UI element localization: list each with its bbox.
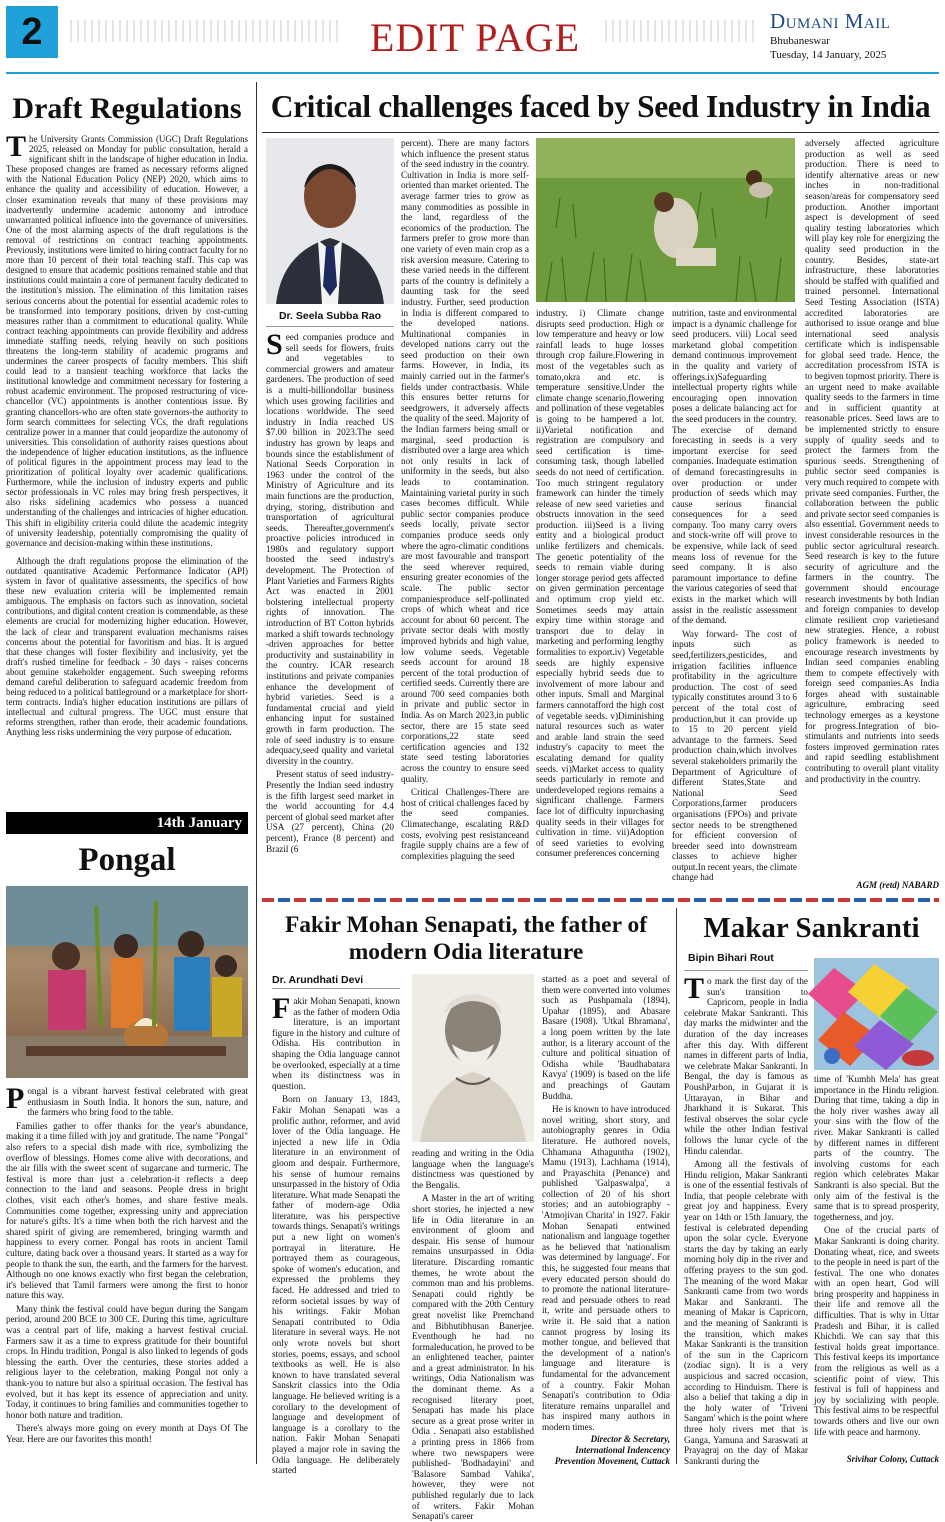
issue-date: Tuesday, 14 January, 2025 — [770, 49, 887, 61]
seed-col5-para: adversely affected agriculture production as well as seed production. There is need to identify alternative areas or new inches in non-traditional season/areas for compensatory seed production. Another important aspect is development of seed quality testing laboratories which will play key role for energizing the quality seed production in the country. Besides, state-art infrastructure, these laboratories should be staffed with qualified and trained personnel. International Seed Testing Association (ISTA) accredited laboratories are authorised to issue orange and blue international seed analysis certificate which is indispensable for global seed trade. Hence, the accreditation processfrom ISTA is to begiven topmost priority. There is an urgent need to make available quality seeds to the farmers in time and in sufficient quantity at reasonable prices. Seed laws are to be implemented strictly to ensure supply of quality seeds and to protect the farmers from the spurious seeds. Strengthening of public sector seed companies is very much required to compete with private seed companies. Further, the collaboration between the public and private sector seed companies is also essential. Government needs to invest considerable resources in the public sector agricultural research. Seed research is key to the future security of agriculture and the farmers in the country. The government should encourage research investments by both Indian and foreign companies to develop climate resilient crop varietiesand new strategies. Hence, a robust policy framework is needed to encourage research investments by Indian seed companies enabling them to compete effectively with foreign seed companies.As India forges ahead with sustainable agriculture, embracing seed technology emerges as a keystone for progress.Integration of bio-stimulants and nutrients into seeds fosters improved germination rates and rapid seedling establishment contributing to overall plant vitality and productivity in the country. — [805, 138, 939, 784]
makar-author: Bipin Bihari Rout — [688, 952, 774, 964]
seed-author: Dr. Seela Subba Rao — [278, 310, 382, 322]
pongal-para-2: Families gather to offer thanks for the year's abundance, making it a time filled with joy and gratitude. The name "Pongal" also refers to a special dish made with rice, symbolizing the overflow of blessings. Homes come alive with decorations, and the air fills with the sweet scent of sugarcane and turmeric. The festival is more than just a celebration-it reflects a deep connection to the land and seasons. People dress in bright clothes, visit each other's homes, and share festive meals. Communities come together, expressing unity and appreciation for nature's gifts. It's a time when both the rich harvest and the shared spirit of giving are remembered, bringing warmth and happiness to every corner. Pongal has roots in ancient Tamil culture, dating back over a thousand years. It started as a way for people to thank the sun, the earth, and the farmers for the harvest. Although no one knows exactly who first began the celebration, it's believed that Tamil farmers were among the first to honor nature this way. — [6, 1120, 248, 1301]
seed-col3-para: industry. i) Climate change disrupts seed production. High or low temperature and heavy or low rainfall leads to huge losses through crop failure.Flowering in most of the vegetables such as tomato,okra and etc. is temperature sensitive.Under the climate change scenario,flowering and pollination of these vegetables is going to be hampered a lot. ii)Varietal notification and registration are compulsory and seed certification is time-consuming task, though labelled seeds do not need of certification. Too much stringent regulatory framework can hinder the timely release of new seed varieties and obstructs innovation in the seed production. iii)Seed is a living entity and a biological product unlike fertilizers and chemicals. The genetic potentiality of the seeds to remain viable during longer storage period gets affected on given germination percentage and optimum crop yield etc. Sometimes seeds may attain expiry time within storage and transport due to delay in marketing and performing lengthy formalities to export.iv) Vegetable seeds are highly expensive especially hybrid seeds due to involvement of more labour and other inputs. Small and Marginal farmers cannotafford the high cost of vegetable seeds. v)Diminishing natural resources such as water and arable land strain the seed industry's capacity to meet the escalating demand for quality seeds. vi)Market access to quality seeds particularly in remote and underdeveloped regions remains a significant challenge. Farmers face lot of difficulty inpurchasing quality seeds in their villages for cultivation in time. vii)Adoption of seed varieties to evolving consumer preferences concerning — [536, 308, 664, 859]
seed-title: Critical challenges faced by Seed Industry in India — [270, 89, 931, 124]
fakir-signature — [542, 1434, 670, 1467]
fakir-sig-line-1: Director & Secretary, — [590, 1434, 670, 1444]
seed-col1-para: Seed companies produce and sell seeds for flowers, fruits and vegetables to commercial growers and amateur gardeners. The production of seed is a multi-billiondollar business which uses growing facilities and locations worldwide. The seed industry in India reached US $7.00 billion in 2023.The seed industry has grown by leaps and bounds since the establishment of National Seeds Corporation in 1963 under the control of the Ministry of Agriculture and its main functions are the production, drying, storing, distribution and transportation of agricultural seeds. Thereafter,government's proactive policies introduced in 1980s and regulatory support boosted the seed industry's development. The Protection of Plant Varieties and Farmers Rights Act was enacted in 2001 bolstering intellectual property rights of innovation. The introduction of BT Cotton hybrids marked a shift towards technology -driven approaches for better productivity and sustainability in the country. ICAR research institutions and private companies enhance the development of hybrid varieties. Seed is a fundamental crucial and yield enhancing input for sustained growth in farm production. The role of seed industry is to ensure adequacy,seed quality and varietal diversity in the country. — [266, 328, 394, 766]
makar-col1b-para: Among all the festivals of Hindu religion, Makar Sankranti is one of the essential festivals of India, that people celebrate with great joy and happiness. Every year on 14th or 15th January, the festival is celebrated depending upon the solar cycle. Everyone starts the day by taking an early morning holy dip in the river and offering prayers to the sun god. The meaning of the word Makar Sankranti came from two words Makar and Sankranti. The meaning of Makar is Capricorn, and the meaning of Sankranti is the transition, which makes Makar Sankranti is the transition of the sun in the Capricorn (zodiac sign). It is a very auspicious and sacred occasion, according to Hinduism. There is also a belief that taking a dip in the holy water of 'Triveni Sangam' which is the point where three holy rivers met that is Ganga, Yamuna and Saraswati at Prayagraj on the day of Makar Sankranti during the — [684, 1159, 808, 1466]
fakir-byline-rule — [272, 988, 400, 989]
makar-col1-para: To mark the first day of the sun's transition to Capricorn, people in India celebrate Makar Sankranti. This day marks the midwinter and the duration of the day increases after this day. With different names in different parts of India, we celebrate Makar Sankranti. In Bengal, the day is famous as PoushParbon, in Gujarat it is Uttarayan, in Bihar and Jharkhand it is Sukarat. This festival observes the solar cycle while the other Indian festival follows the lunar cycle of the Hindu calendar. — [684, 972, 808, 1156]
seed-title-rule — [262, 132, 939, 133]
makar-col2b-para: One of the crucial parts of Makar Sankranti is doing charity. Donating wheat, rice, and sweets to the people in need is part of the festival. The one who donates with an open heart, God will bring prosperity and happiness in their life and remove all the difficulties. That is why in Uttar Pradesh and Bihar, it is called Khichdi. We can say that this festival holds great importance. This festival keeps its importance from the religious as well as a scientific point of view. This festival is full of happiness and joy by socializing with people. This festival aims to be respectful towards others and live our own life with peace and harmony. — [814, 1225, 940, 1437]
fakir-col2b-para: A Master in the art of writing short stories, he injected a new life in Odia literature in an environment of gloom and despair. His sense of humour remains unsurpassed in Odia literature. Discarding romantic themes, he wrote about the common man and his problems. Senapati could rightly be compared with the 20th Century great novelist like Premchand and Bibhutibhusan Banerjee. Eventhough he had no formaleducation, he proved to be an enlightened teacher, painter and a great administrator. In his writings, Odia Nationalism was the dominant theme. As a recognised literary poet, Senapati has made his place secure as a great prose writer in Odia . Senapati also established a printing press in 1866 from where two newspapers were published- 'Bodhadayini' and 'Balasore Sambad Vahika', however, they were not published regularly due to lack of writers. Fakir Mohan Senapati's career — [412, 1193, 534, 1522]
farmer-field-photo — [536, 138, 795, 302]
fakir-col1b-para: Born on January 13, 1843, Fakir Mohan Senapati was a prolific author, reformer, and avid lover of the Odia language. He injected a new life in Odia literature in an environment of gloom and despair. Furthermore, his sense of humour remains unsurpassed in the history of Odia literature. What made Senapati the father of modern-age Odia literature, was his perspective towards things. Senapati's writings put a new light on women's portrayal in literature. He portrayed them as courageous, spoke of women's education, and expressed the problems they faced. He addressed and tried to reform societal issues by way of his writings. Fakir Mohan Senapati contributed to Odia literature in several ways. He not only wrote novels but short stories, poems, essays, and school textbooks as well. He is also known to have translated several Sanskrit classics into the Odia language. He believed writing is a corollary to the development of language and development of language is a corollary to the nation. Fakir Mohan Senapati played a major role in saving the Odia language. He deliberately started — [272, 1094, 400, 1476]
draft-title: Draft Regulations — [12, 92, 242, 125]
makar-col2-para: time of 'Kumbh Mela' has great importance in the Hindu religion. During that time, taking a dip in the holy river washes away all your sins with the flow of the river. Makar Sankranti is called by different names in different parts of the country. The involving customs for each region which celebrates Makar Sankranti is also special. But the only aim of the festival is the same that is to spread prosperity, togetherness, and joy. — [814, 1074, 939, 1222]
fakir-col3b-para: He is known to have introduced novel writing, short story, and autobiography genres in Odia literature. He authored novels, Chhamana Athaguntha (1902), Mamu (1913), Lachhama (1914), and Prayaschita (Penance) and published 'Galpaswalpa', a collection of 20 of his short stories; and an autobiography - 'Atmojivan Charita' in 1927. Fakir Mohan Senapati entwined nationalism and language together as he believed that 'nationalism was determined by language'. For this, he suggested four means that every educated person should do to promote the national literature-read and persuade others to read it, write and persuade others to write it. He said that a nation cannot progress by losing its mother tongue, and believed that the development of a nation's language and literature is fundamental for the advancement of a country. Fakir Mohan Senapati's contribution to Odia literature remains unparallel and has inspired many authors in modern times. — [542, 1104, 670, 1432]
header-ornament-right — [605, 20, 755, 42]
pongal-article — [6, 838, 248, 1464]
page-number: 2 — [6, 6, 58, 58]
column-divider-2 — [676, 908, 677, 1464]
seed-signature: AGM (retd) NABARD — [856, 880, 939, 890]
makar-title: Makar Sankranti — [703, 912, 920, 944]
seed-col4-para: nutrition, taste and environmental impact is a dynamic challenge for seed producers. viii) Local seed marketand global competition demand continuous improvement in the quality and variety of offerings.ix)Safeguarding intellectual property rights while encouraging open innovation poses a delicate balancing act for the seed producers in the country. The exercise of demand forecasting in seeds is a very important exercise for seed companies. Inadequate estimation of demand forecastingresults in over production or under production of seeds which may cause serious financial consequences for a seed company. Too many carry overs and stock-write off will prove to be expensive, while lack of seed means loss of revenue for the seed company. It is also paramount importance to define the various categories of seed that exists in the market which will assist in the realistic assessment of the demand. — [672, 308, 797, 626]
fakir-author: Dr. Arundhati Devi — [272, 974, 364, 986]
masthead — [770, 8, 940, 62]
header-ornament-left — [70, 20, 340, 42]
draft-para-2: Although the draft regulations propose the elimination of the outdated quantitative Academic Performance Indicator (API) system in favor of qualitative assessments, the specifics of how these new evaluation criteria will be implemented remain ambiguous. The emphasis on factors such as innovation, societal contributions, and digital content creation is commendable, as these elements are crucial for modernizing higher education. However, the lack of clear and transparent evaluation mechanisms raises concerns about the potential for favoritism and bias. It is argued that these changes will foster flexibility and inclusivity, yet the draft's rushed timeline for feedback - 30 days - raises concerns about genuine stakeholder engagement. Such sweeping reforms demand careful deliberation to safeguard academic freedom from being reduced to a political battleground or a marketplace for short-term contracts. India's higher education institutions are pillars of intellectual and cultural progress. The UGC must ensure that reforms strengthen, rather than erode, their academic foundations. Anything less risks undermining the very purpose of education. — [6, 555, 248, 738]
pongal-para-3: Many think the festival could have begun during the Sangam period, around 200 BCE to 300 CE. During this time, agriculture was a central part of life, making a harvest festival crucial. Farmers saw it as a time to express gratitude for their bountiful crops. In Hindu tradition, Pongal is also linked to legends of gods blessing the earth. Over the centuries, these stories added a religious layer to the celebration, making Pongal not only a thank-you to nature but also a spiritual occasion. The festival has evolved, but it has kept its essence of appreciation and unity. Today, it continues to bring families and communities together to honor both nature and tradition. — [6, 1303, 248, 1420]
header-rule — [6, 72, 939, 74]
seed-col2-para: percent). There are many factors which influence the present status of the seed industry in the country. Cultivation in India is more self-oriented than market oriented. The average farmer tries to grow as many commodities as possible in the land, regardless of the economics of the production. The farmers prefer to grow more than one variety of even main crop as a risk aversion measure. Catering to these varied needs in the different parts of the country is definitely a daunting task for the seed industry. Further, seed production in India is different compared to the developed nations. Multinational companies in developed nations carry out the seed production on their own farms. However, in India, its mainly carried out in the farmer's fields under contractbasis. While this ensures better returns for seedgrowers, it adversely affects the quality of the seed. Majority of the Indian farmers being small or marginal, seed production is distributed over a large area which not only results in lack of uniformity in the seeds, but also leads to contamination. Maintaining varietal purity in such cases becomes difficult. While public sector companies produce seeds locally, private sector companies produce seeds only where the agro-climatic conditions are most favourable and transport the seed wherever required, ensuring greater economies of the scale. The public sector companiesproduce self-pollinated crops of which wheat and rice account for about 60 percent. The private sector deals with mostly improved hybrids and high value, low volume seeds. Vegetable seeds account for around 18 percent of the total production of certified seeds. Currently there are around 700 seed companies both in private and public sector in India. As on March 2023,in public sector, there are 15 state seed corporations,22 state seed certification agencies and 132 state seed testing laboratories across the country to ensure seed quality. — [401, 138, 529, 784]
kites-photo — [814, 958, 939, 1070]
byline-rule — [266, 326, 394, 327]
author-photo-seela — [266, 138, 394, 304]
seed-col2b-para: Critical Challenges-There are host of critical challenges faced by the seed companies. Climatechange, escalating R&D costs, evolving pest resistanceand fragile supply chains are a few of complexities plaguing the seed — [401, 787, 529, 861]
seed-col-5 — [805, 138, 939, 880]
seed-col-3 — [536, 308, 664, 892]
draft-regulations-article — [6, 92, 248, 804]
section-title: EDIT PAGE — [369, 15, 581, 60]
fakir-article — [262, 908, 670, 1522]
makar-signature: Srivihar Colony, Cuttack — [846, 1454, 939, 1464]
fakir-title: Fakir Mohan Senapati, the father of modern Odia literature — [284, 912, 648, 965]
pongal-title: Pongal — [78, 842, 176, 878]
date-banner: 14th January — [6, 812, 248, 834]
pongal-para-1: Pongal is a vibrant harvest festival celebrated with great enthusiasm in South India. It honors the sun, nature, and the farmers who bring food to the table. — [6, 1082, 248, 1118]
seed-col1b-para: Present status of seed industry- Presently the Indian seed industry is the fifth largest seed market in the world accounting for 4.4 percent of global seed market after USA (27 percent), China (20 percent), France (8 percent) and Brazil (6 — [266, 769, 394, 854]
fakir-col3-para: started as a poet and several of them were converted into volumes such as Pushpamala (1894), Upahar (1895), and Abasare Basare (1908). 'Utkal Bhramana', a long poem written by the late author, is a literary account of the culture and political situation of Odisha while 'Baudhabatara Kavya' (1909) is based on the life and preachings of Gautam Buddha. — [542, 974, 670, 1101]
seed-col-2 — [401, 138, 529, 892]
fakir-sig-line-3: Prevention Movement, Cuttack — [554, 1456, 670, 1466]
pongal-para-4: There's always more going on every month at Days Of The Year. Here are our favorites this month! — [6, 1423, 248, 1444]
fakir-col-1 — [272, 992, 400, 1476]
makar-col-2 — [814, 1074, 939, 1454]
seed-col4b-para: Way forward- The cost of inputs such as seed,fertilizers,pesticides, and irrigation facilities influence profitability in the agriculture production. The cost of seed typically constitutes around 3 to 6 percent of the total cost of production,but it can provide up to 15 to 20 percent yield advantage to the farmers. Seed production chain,which involves several stakeholders primarily the Department of Agriculture of different States,State and National Seed Corporations,farmer producers organisations (FPOs) and private sector needs to be strengthened for efficient conversion of breeder seed into downstream classes to achieve higher output.In recent years, the climate change had — [672, 628, 798, 883]
fakir-col-3 — [542, 974, 670, 1432]
column-divider — [256, 82, 257, 1464]
fakir-col2-para: reading and writing in the Odia language when the language's distinctness was questioned by the Bengalis. — [412, 1148, 534, 1190]
paper-name: Dumani Mail — [770, 9, 891, 33]
draft-para-1: The University Grants Commission (UGC) Draft Regulations 2025, released on Monday for public consultation, herald a significant shift in the landscape of higher education in India. These proposed changes are framed as necessary reforms aligned with the National Education Policy (NEP) 2020, which aims to enhance the quality and accessibility of education. However, a closer examination reveals that many of these provisions may inadvertently undermine academic autonomy and introduce unwarranted political influence into the governance of universities. One of the most alarming aspects of the draft regulations is the removal of restrictions on contract teaching appointments. Previously, institutions were limited to hiring contract faculty for no more than 10 percent of their total teaching staff. This cap was designed to ensure that academic positions remained stable and that institutions could maintain a core of permanent faculty dedicated to the institution's mission. The elimination of this limitation raises serious concerns about the potential for essential academic roles to be transformed into temporary positions, driven by cost-cutting measures rather than a commitment to educational quality. While contract teaching appointments can provide flexibility and address immediate staffing needs, relying heavily on such positions threatens the long-term stability of academic programs and undermines the career prospects of faculty members. This shift could lead to a transient teaching workforce that lacks the institutional knowledge and commitment necessary for fostering a robust academic environment. The proposed restructuring of vice-chancellor (VC) appointments is another contentious issue. By granting chancellors-who are often state governors-the authority to form search committees for selecting VCs, the draft regulations centralize power in a manner that could jeopardize the autonomy of universities. This consolidation of authority raises questions about the independence of higher education institutions, as the influence of political figures in the appointment process may lead to the prioritization of political loyalty over academic qualifications. Furthermore, while the inclusion of industry experts and public sector professionals in VC roles may bring fresh perspectives, it also risks sidelining academics who possess a nuanced understanding of the challenges and intricacies of higher education. This shift in eligibility criteria could dilute the academic integrity of university leadership, potentially compromising the quality of governance and decision-making within these institutions. — [6, 130, 248, 548]
city: Bhubaneswar — [770, 35, 830, 47]
fakir-col1-para: Fakir Mohan Senapati, known as the father of modern Odia literature, is an important figure in the history and culture of Odisha. His contribution in shaping the Odia language cannot be overlooked, especially at a time when its distinctness was in question. — [272, 992, 400, 1091]
seed-col-4 — [672, 308, 797, 892]
fakir-sig-line-2: International Indencency — [575, 1445, 670, 1455]
airmail-divider — [262, 898, 939, 902]
seed-col-1 — [266, 328, 394, 892]
pongal-photo — [6, 886, 248, 1078]
makar-article — [684, 908, 939, 1466]
makar-col-1 — [684, 972, 808, 1466]
fakir-mohan-portrait — [412, 974, 534, 1142]
fakir-col-2 — [412, 1148, 534, 1522]
makar-byline-rule — [684, 970, 808, 971]
